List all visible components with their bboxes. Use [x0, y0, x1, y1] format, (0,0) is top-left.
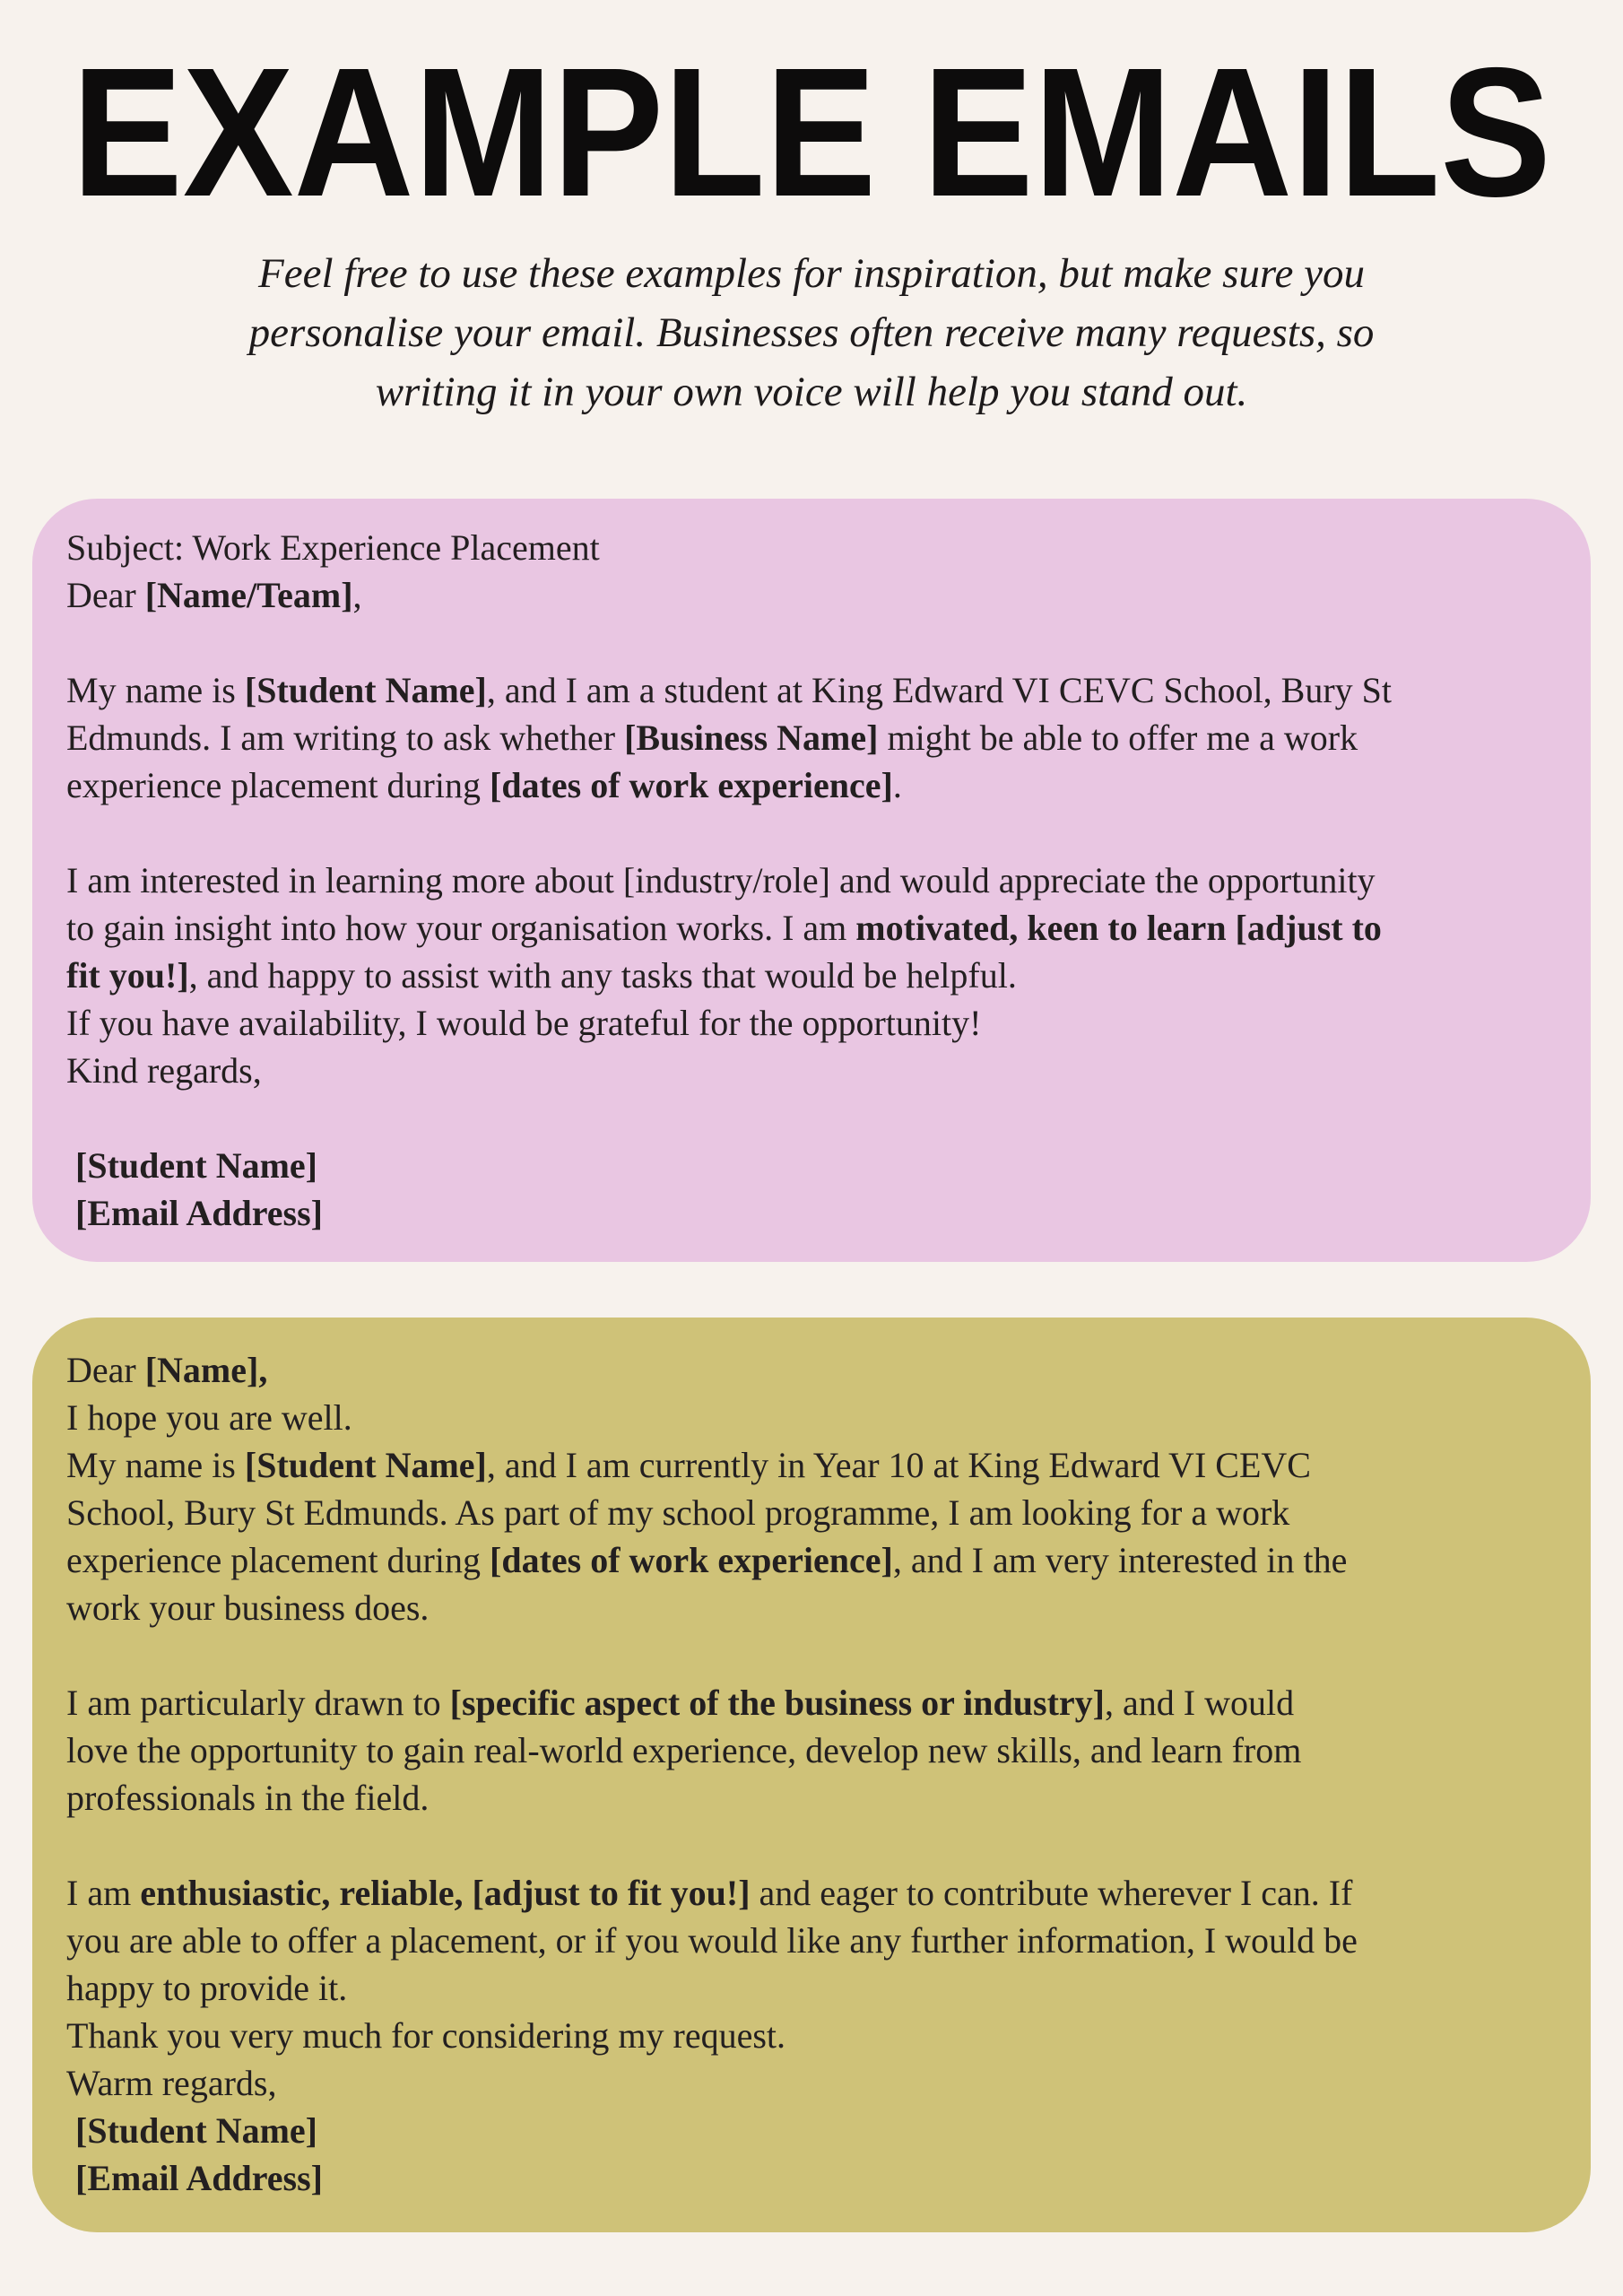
email-example-card-formal	[32, 499, 1591, 1262]
placeholder-bold-text: fit you!]	[66, 955, 189, 996]
body-text	[66, 2158, 75, 2198]
text-line: writing it in your own voice will help you stand out.	[375, 369, 1248, 415]
body-text: and eager to contribute wherever I can. If	[750, 1873, 1353, 1913]
email-example-card-friendly	[32, 1318, 1591, 2232]
text-line	[66, 1142, 1557, 1189]
text-line	[66, 1346, 1557, 1394]
placeholder-bold-text: [Student Name]	[244, 1445, 487, 1485]
text-line	[66, 1822, 1557, 1869]
text-line	[66, 1489, 1557, 1536]
text-line	[66, 904, 1557, 952]
placeholder-bold-text: [Name],	[144, 1350, 268, 1390]
placeholder-bold-text: [Student Name]	[244, 670, 487, 710]
body-text: School, Bury St Edmunds. As part of my school programme, I am looking for a work	[66, 1492, 1290, 1533]
text-line	[66, 1869, 1557, 1917]
text-line	[66, 666, 1557, 714]
text-line	[66, 1584, 1557, 1631]
text-line	[66, 1774, 1557, 1822]
body-text: Thank you very much for considering my request.	[66, 2015, 786, 2056]
text-line	[66, 2059, 1557, 2107]
placeholder-bold-text: [dates of work experience]	[490, 1540, 893, 1580]
text-line	[66, 524, 1557, 571]
body-text: experience placement during	[66, 765, 490, 805]
text-line	[66, 1679, 1557, 1726]
body-text: Kind regards,	[66, 1050, 262, 1091]
body-text: might be able to offer me a work	[878, 718, 1358, 758]
text-line	[66, 857, 1557, 904]
text-line	[66, 809, 1557, 857]
placeholder-bold-text: [dates of work experience]	[490, 765, 893, 805]
text-line	[66, 999, 1557, 1047]
placeholder-bold-text: [Email Address]	[75, 2158, 323, 2198]
text-line	[66, 714, 1557, 761]
body-text	[66, 2110, 75, 2151]
placeholder-bold-text: [specific aspect of the business or industry]	[449, 1683, 1105, 1723]
body-text: you are able to offer a placement, or if you would like any further information, I would be	[66, 1920, 1358, 1961]
text-line	[66, 2154, 1557, 2202]
body-text: , and I am very interested in the	[892, 1540, 1348, 1580]
page-title-wrap	[0, 0, 1623, 231]
page-title: EXAMPLE EMAILS	[72, 30, 1551, 231]
body-text	[66, 1193, 75, 1233]
text-line	[66, 1917, 1557, 1964]
text-line	[66, 1631, 1557, 1679]
placeholder-bold-text: [Student Name]	[75, 2110, 317, 2151]
body-text: I am particularly drawn to	[66, 1683, 450, 1723]
text-line	[66, 1964, 1557, 2012]
body-text: , and I am currently in Year 10 at King Edward VI CEVC	[486, 1445, 1311, 1485]
body-text: to gain insight into how your organisation works. I am	[66, 908, 856, 948]
body-text: ,	[352, 575, 362, 615]
body-text: , and I would	[1105, 1683, 1295, 1723]
body-text: If you have availability, I would be grateful for the opportunity!	[66, 1003, 982, 1043]
body-text: , and happy to assist with any tasks that would be helpful.	[188, 955, 1017, 996]
body-text: work your business does.	[66, 1587, 430, 1628]
placeholder-bold-text: [Name/Team]	[144, 575, 353, 615]
placeholder-bold-text: [Business Name]	[624, 718, 879, 758]
text-line	[66, 1189, 1557, 1237]
body-text: Dear	[66, 575, 145, 615]
body-text: Warm regards,	[66, 2063, 277, 2103]
text-line	[66, 571, 1557, 619]
text-line	[66, 952, 1557, 999]
body-text: I am	[66, 1873, 141, 1913]
placeholder-bold-text: enthusiastic, reliable, [adjust to fit you!]	[140, 1873, 751, 1913]
text-line	[66, 1047, 1557, 1094]
text-line	[66, 1441, 1557, 1489]
body-text: , and I am a student at King Edward VI CEVC School, Bury St	[486, 670, 1392, 710]
text-line	[66, 1094, 1557, 1142]
text-line	[66, 1726, 1557, 1774]
body-text: Subject: Work Experience Placement	[66, 527, 600, 568]
body-text: My name is	[66, 670, 245, 710]
body-text: happy to provide it.	[66, 1968, 348, 2008]
placeholder-bold-text: [Student Name]	[75, 1145, 317, 1186]
body-text	[66, 1145, 75, 1186]
body-text: professionals in the field.	[66, 1778, 430, 1818]
text-line	[66, 2012, 1557, 2059]
body-text: love the opportunity to gain real-world experience, develop new skills, and learn from	[66, 1730, 1302, 1770]
text-line: Feel free to use these examples for inspiration, but make sure you	[258, 250, 1365, 297]
placeholder-bold-text: [Email Address]	[75, 1193, 323, 1233]
text-line	[66, 1536, 1557, 1584]
text-line	[66, 1394, 1557, 1441]
body-text: I hope you are well.	[66, 1397, 352, 1438]
text-line: personalise your email. Businesses often receive many requests, so	[248, 309, 1375, 356]
body-text: Dear	[66, 1350, 145, 1390]
text-line	[66, 761, 1557, 809]
body-text: Edmunds. I am writing to ask whether	[66, 718, 625, 758]
page-subtitle	[0, 244, 1623, 422]
page-title-graphic	[0, 27, 1623, 231]
text-line	[66, 2107, 1557, 2154]
placeholder-bold-text: motivated, keen to learn [adjust to	[855, 908, 1382, 948]
body-text: experience placement during	[66, 1540, 490, 1580]
body-text: .	[892, 765, 902, 805]
body-text: I am interested in learning more about [industry/role] and would appreciate the opportunity	[66, 860, 1376, 900]
text-line	[66, 619, 1557, 666]
body-text: My name is	[66, 1445, 245, 1485]
